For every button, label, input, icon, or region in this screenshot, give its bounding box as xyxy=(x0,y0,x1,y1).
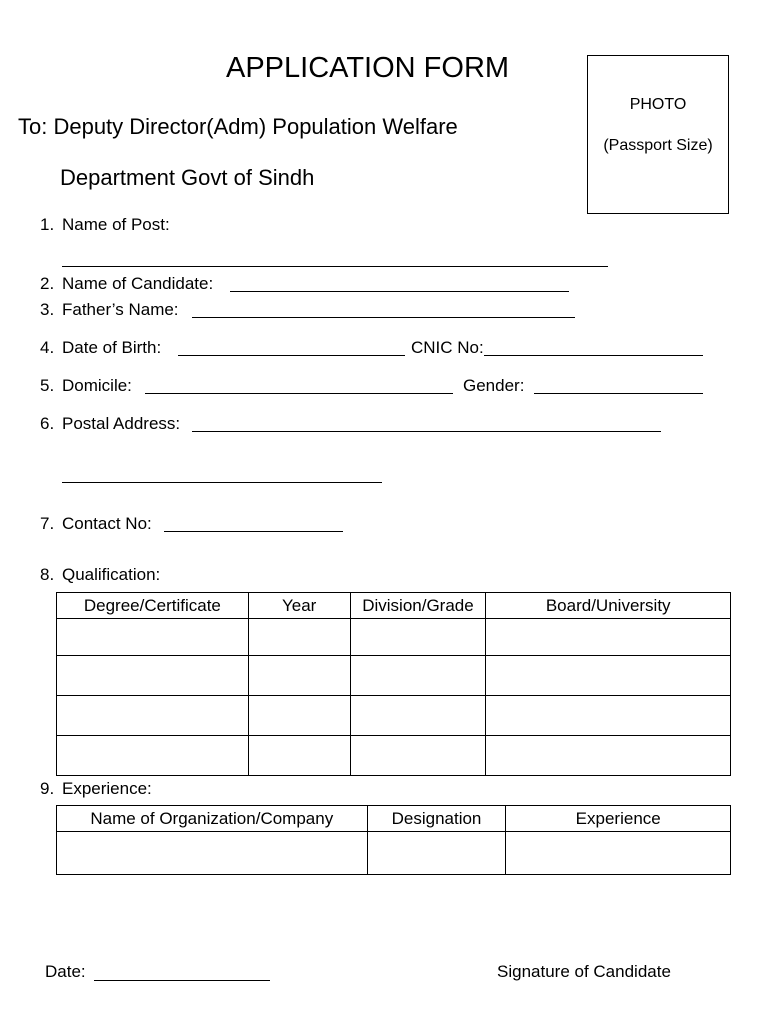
field-number: 4. xyxy=(40,338,55,357)
field-post-label xyxy=(40,215,170,235)
table-cell[interactable] xyxy=(350,619,486,656)
qualification-table xyxy=(56,592,731,776)
field-label: Father’s Name: xyxy=(62,300,179,319)
table-row xyxy=(57,832,731,875)
field-number: 9. xyxy=(40,779,55,798)
field-dob-label xyxy=(40,338,161,358)
addressee-line: To: Deputy Director(Adm) Population Welfare xyxy=(18,114,458,139)
post-input-line[interactable] xyxy=(62,266,608,267)
table-cell[interactable] xyxy=(248,656,350,696)
field-label: Domicile: xyxy=(62,376,132,395)
field-cnic-label: CNIC No: xyxy=(411,338,484,357)
table-row xyxy=(57,696,731,736)
table-cell[interactable] xyxy=(486,696,731,736)
experience-label xyxy=(40,779,152,799)
father-input-line[interactable] xyxy=(192,317,575,318)
column-header-year: Year xyxy=(248,593,350,619)
section-label: Qualification: xyxy=(62,565,161,584)
address-input-line-2[interactable] xyxy=(62,482,382,483)
table-cell[interactable] xyxy=(57,656,249,696)
table-cell[interactable] xyxy=(350,696,486,736)
field-father-label xyxy=(40,300,179,320)
photo-size-note: (Passport Size) xyxy=(603,137,713,154)
field-contact-label xyxy=(40,514,152,534)
field-number: 7. xyxy=(40,514,55,533)
address-input-line-1[interactable] xyxy=(192,431,661,432)
column-header-designation: Designation xyxy=(367,806,506,832)
field-label: Contact No: xyxy=(62,514,152,533)
date-label: Date: xyxy=(45,962,86,981)
gender-input-line[interactable] xyxy=(534,393,703,394)
column-header-degree: Degree/Certificate xyxy=(57,593,249,619)
field-gender-label: Gender: xyxy=(463,376,525,395)
field-label: Date of Birth: xyxy=(62,338,162,357)
column-header-division: Division/Grade xyxy=(350,593,486,619)
field-number: 1. xyxy=(40,215,55,234)
photo-label: PHOTO xyxy=(629,96,687,113)
photo-box[interactable] xyxy=(587,55,729,214)
table-cell[interactable] xyxy=(57,619,249,656)
table-cell[interactable] xyxy=(486,619,731,656)
field-label: Name of Post: xyxy=(62,215,170,234)
contact-input-line[interactable] xyxy=(164,531,343,532)
field-number: 3. xyxy=(40,300,55,319)
field-label: Postal Address: xyxy=(62,414,181,433)
field-number: 2. xyxy=(40,274,55,293)
field-number: 8. xyxy=(40,565,55,584)
field-number: 6. xyxy=(40,414,55,433)
column-header-organization: Name of Organization/Company xyxy=(57,806,368,832)
table-cell[interactable] xyxy=(486,656,731,696)
date-input-line[interactable] xyxy=(94,980,270,981)
table-cell[interactable] xyxy=(350,736,486,776)
table-cell[interactable] xyxy=(57,832,368,875)
table-row xyxy=(57,656,731,696)
table-cell[interactable] xyxy=(57,736,249,776)
cnic-input-line[interactable] xyxy=(484,355,703,356)
table-cell[interactable] xyxy=(506,832,731,875)
section-label: Experience: xyxy=(62,779,152,798)
table-cell[interactable] xyxy=(248,696,350,736)
column-header-experience: Experience xyxy=(506,806,731,832)
table-cell[interactable] xyxy=(57,696,249,736)
table-cell[interactable] xyxy=(248,619,350,656)
field-label: Name of Candidate: xyxy=(62,274,214,293)
field-address-label xyxy=(40,414,180,434)
table-cell[interactable] xyxy=(248,736,350,776)
field-candidate-label xyxy=(40,274,213,294)
dob-input-line[interactable] xyxy=(178,355,405,356)
table-row xyxy=(57,736,731,776)
qualification-label xyxy=(40,565,160,585)
field-number: 5. xyxy=(40,376,55,395)
table-cell[interactable] xyxy=(350,656,486,696)
table-cell[interactable] xyxy=(486,736,731,776)
table-cell[interactable] xyxy=(367,832,506,875)
department-line: Department Govt of Sindh xyxy=(60,165,315,190)
candidate-input-line[interactable] xyxy=(230,291,569,292)
form-title: APPLICATION FORM xyxy=(226,52,510,84)
signature-label: Signature of Candidate xyxy=(497,962,671,981)
column-header-board: Board/University xyxy=(486,593,731,619)
domicile-input-line[interactable] xyxy=(145,393,453,394)
experience-table xyxy=(56,805,731,875)
field-domicile-label xyxy=(40,376,132,396)
table-row xyxy=(57,619,731,656)
